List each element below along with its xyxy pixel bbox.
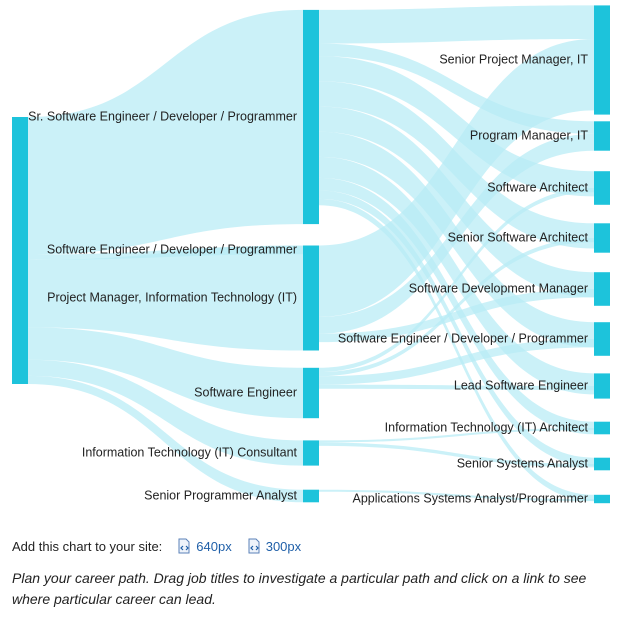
embed-640-link[interactable] xyxy=(176,538,231,554)
node-origin[interactable] xyxy=(12,117,28,384)
embed-640-label: 640px xyxy=(196,538,232,554)
label-target-6: Lead Software Engineer xyxy=(453,378,588,393)
label-middle-0: Sr. Software Engineer / Developer / Programmer xyxy=(28,109,297,124)
label-middle-3: Software Engineer xyxy=(194,385,297,400)
node-middle-3[interactable] xyxy=(303,368,319,418)
embed-300-label: 300px xyxy=(265,538,302,554)
label-middle-4: Information Technology (IT) Consultant xyxy=(81,445,297,460)
node-target-5[interactable] xyxy=(594,322,610,356)
label-target-5: Software Engineer / Developer / Programmer xyxy=(337,331,588,346)
embed-label: Add this chart to your site: xyxy=(12,538,163,554)
node-target-7[interactable] xyxy=(594,422,610,435)
node-target-3[interactable] xyxy=(594,223,610,252)
label-target-2: Software Architect xyxy=(487,180,588,195)
node-target-4[interactable] xyxy=(594,272,610,306)
link-origin-0[interactable] xyxy=(28,10,303,255)
label-middle-1: Software Engineer / Developer / Programmer xyxy=(46,242,297,257)
node-target-1[interactable] xyxy=(594,121,610,150)
node-target-0[interactable] xyxy=(594,5,610,114)
node-target-6[interactable] xyxy=(594,373,610,398)
label-target-0: Senior Project Manager, IT xyxy=(439,52,588,67)
node-target-9[interactable] xyxy=(594,495,610,503)
node-middle-5[interactable] xyxy=(303,490,319,503)
code-file-icon xyxy=(176,538,192,554)
label-target-7: Information Technology (IT) Architect xyxy=(384,420,588,435)
label-middle-2: Project Manager, Information Technology (IT) xyxy=(47,290,297,305)
embed-row xyxy=(12,538,301,554)
chart-caption: Plan your career path. Drag job titles to investigate a particular path and click on a link to see where particular career can lead. xyxy=(12,570,587,607)
label-middle-5: Senior Programmer Analyst xyxy=(144,488,297,503)
code-file-icon xyxy=(246,538,262,554)
node-middle-0[interactable] xyxy=(303,10,319,224)
embed-300-link[interactable] xyxy=(246,538,301,554)
label-target-8: Senior Systems Analyst xyxy=(456,456,588,471)
node-middle-2[interactable] xyxy=(303,246,319,351)
label-target-3: Senior Software Architect xyxy=(447,230,588,245)
node-target-8[interactable] xyxy=(594,458,610,471)
link-0-0[interactable] xyxy=(319,5,594,43)
node-middle-4[interactable] xyxy=(303,440,319,465)
label-target-1: Program Manager, IT xyxy=(469,128,588,143)
label-target-9: Applications Systems Analyst/Programmer xyxy=(352,491,588,506)
node-target-2[interactable] xyxy=(594,171,610,205)
label-target-4: Software Development Manager xyxy=(408,281,588,296)
